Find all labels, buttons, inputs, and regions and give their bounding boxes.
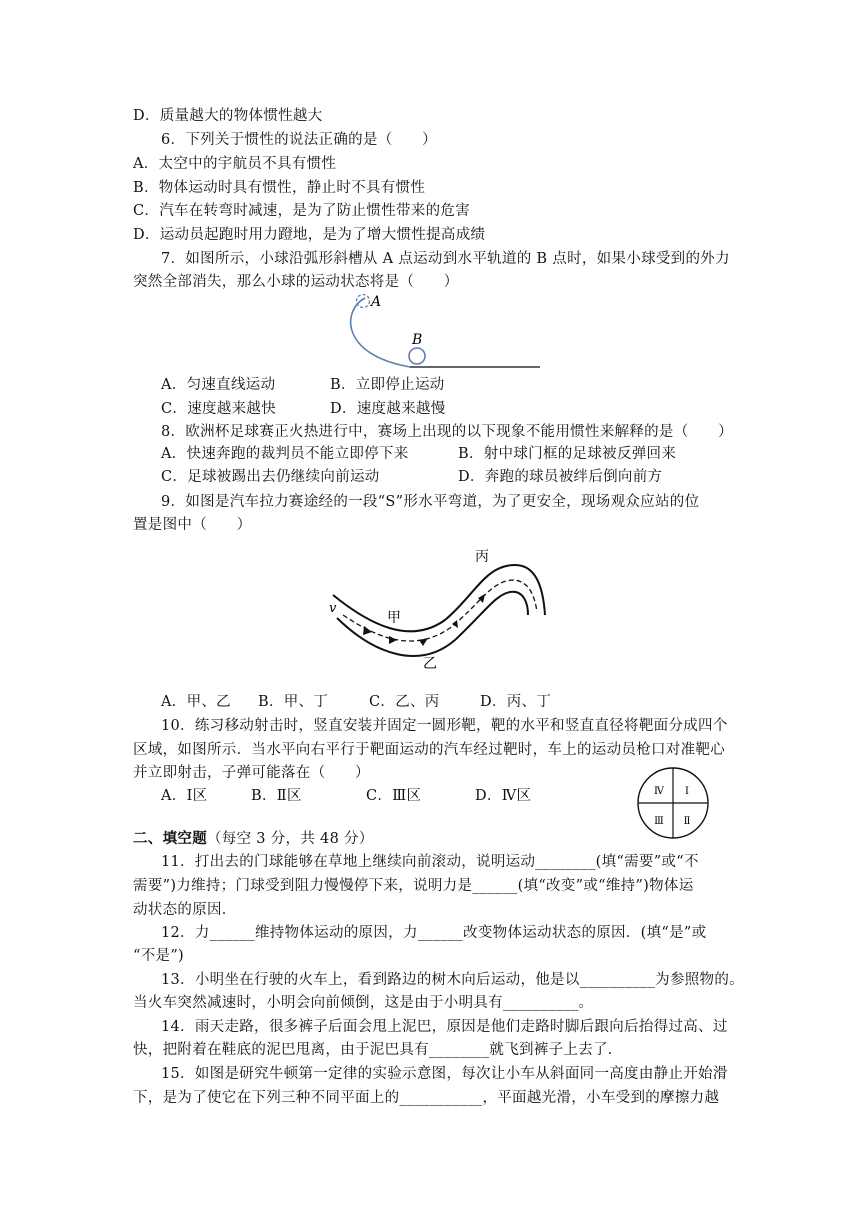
q6-option-b: B．物体运动时具有惯性，静止时不具有惯性 — [133, 180, 426, 196]
q9-option-d: D．丙、丁 — [480, 694, 552, 710]
q9-stem-line1: 9．如图是汽车拉力赛途经的一段“S”形水平弯道，为了更安全，现场观众应站的位 — [161, 494, 700, 510]
q7-option-a: A．匀速直线运动 — [161, 377, 276, 393]
q7-stem-line2: 突然全部消失，那么小球的运动状态将是（ ） — [133, 274, 459, 290]
path-arrow-2 — [389, 636, 397, 644]
q9-option-c: C．乙、丙 — [369, 694, 440, 710]
q8-option-c: C．足球被踢出去仍继续向前运动 — [161, 469, 380, 485]
label-point-b: B — [412, 332, 423, 348]
label-region-3: Ⅲ — [654, 816, 664, 827]
q10-option-c: C．Ⅲ区 — [366, 788, 422, 804]
label-zone-jia: 甲 — [387, 610, 401, 626]
path-arrow-1 — [363, 626, 372, 635]
label-velocity: v — [329, 601, 337, 616]
path-arrow-5 — [478, 594, 485, 603]
section-2-note: （每空 3 分，共 48 分） — [207, 831, 374, 847]
ball-at-b — [409, 348, 425, 364]
q10-stem-line1: 10．练习移动射击时，竖直安装并固定一圆形靶，靶的水平和竖直直径将靶面分成四个 — [161, 718, 728, 734]
q15-line2: 下，是为了使它在下列三种不同平面上的___________，平面越光滑，小车受到的摩擦力越 — [133, 1090, 720, 1106]
label-region-1: Ⅰ — [685, 786, 689, 797]
q8-option-a: A．快速奔跑的裁判员不能立即停下来 — [161, 446, 409, 462]
q7-option-c: C．速度越来越快 — [161, 401, 276, 417]
q10-stem-line3: 并立即射击，子弹可能落在（ ） — [133, 765, 370, 781]
q6-option-c: C．汽车在转弯时减速，是为了防止惯性带来的危害 — [133, 203, 470, 219]
q6-option-a: A．太空中的宇航员不具有惯性 — [133, 156, 337, 172]
q11-line1: 11．打出去的门球能够在草地上继续向前滚动，说明运动________(填“需要”或“不 — [161, 854, 699, 870]
q9-option-b: B．甲、丁 — [258, 694, 329, 710]
q15-line1: 15．如图是研究牛顿第一定律的实验示意图，每次让小车从斜面同一高度由静止开始滑 — [161, 1066, 728, 1082]
q5-option-d: D．质量越大的物体惯性越大 — [133, 108, 323, 124]
q14-line2: 快，把附着在鞋底的泥巴甩离，由于泥巴具有________就飞到裤子上去了． — [133, 1042, 623, 1058]
q7-figure — [340, 290, 550, 370]
q11-line3: 动状态的原因． — [133, 902, 237, 918]
section-2-heading — [133, 829, 374, 849]
q10-option-a: A．Ⅰ区 — [161, 788, 208, 804]
q13-line2: 当火车突然减速时，小明会向前倾倒，这是由于小明具有__________。 — [133, 995, 594, 1011]
q7-option-b: B．立即停止运动 — [330, 377, 445, 393]
label-region-4: Ⅳ — [654, 786, 664, 797]
label-zone-yi: 乙 — [423, 656, 437, 672]
q10-option-b: B．Ⅱ区 — [251, 788, 302, 804]
q13-line1: 13．小明坐在行驶的火车上，看到路边的树木向后运动，他是以__________为参照物的。 — [161, 972, 744, 988]
section-2-title: 二、填空题 — [133, 830, 207, 847]
q14-line1: 14．雨天走路，很多裤子后面会甩上泥巴，原因是他们走路时脚后跟向后抬得过高、过 — [161, 1019, 728, 1035]
q8-option-b: B．射中球门框的足球被反弹回来 — [458, 446, 677, 462]
q9-option-a: A．甲、乙 — [161, 694, 231, 710]
road-outer-edge — [333, 565, 545, 631]
q11-line2: 需要”)力维持；门球受到阻力慢慢停下来，说明力是______(填“改变”或“维持”)物体运 — [133, 878, 694, 894]
q12-line2: “不是”) — [133, 948, 184, 964]
q12-line1: 12．力______维持物体运动的原因，力______改变物体运动状态的原因．(填“是”或 — [161, 925, 707, 941]
ball-start-dashed — [357, 295, 370, 308]
q10-target-figure — [636, 766, 710, 840]
label-point-a: A — [371, 294, 382, 310]
q8-stem: 8．欧洲杯足球赛正火热进行中，赛场上出现的以下现象不能用惯性来解释的是（ ） — [161, 424, 733, 440]
q6-option-d: D．运动员起跑时用力蹬地，是为了增大惯性提高成绩 — [133, 227, 486, 243]
q6-stem: 6．下列关于惯性的说法正确的是（ ） — [161, 132, 437, 148]
q7-stem-line1: 7．如图所示，小球沿弧形斜槽从 A 点运动到水平轨道的 B 点时，如果小球受到的外力 — [161, 251, 730, 267]
q9-figure — [325, 540, 555, 675]
road-inner-edge — [337, 592, 528, 656]
label-region-2: Ⅱ — [683, 816, 691, 827]
q7-option-d: D．速度越来越慢 — [330, 401, 446, 417]
label-zone-bing: 丙 — [475, 549, 489, 565]
q10-stem-line2: 区域，如图所示．当水平向右平行于靶面运动的汽车经过靶时，车上的运动员枪口对准靶心 — [133, 742, 725, 758]
q9-stem-line2: 置是图中（ ） — [133, 517, 252, 533]
path-arrow-4 — [452, 620, 458, 628]
car-path-dashed — [343, 580, 537, 641]
q10-option-d: D．Ⅳ区 — [475, 788, 532, 804]
q8-option-d: D．奔跑的球员被绊后倒向前方 — [458, 469, 663, 485]
path-arrow-3 — [419, 638, 428, 646]
